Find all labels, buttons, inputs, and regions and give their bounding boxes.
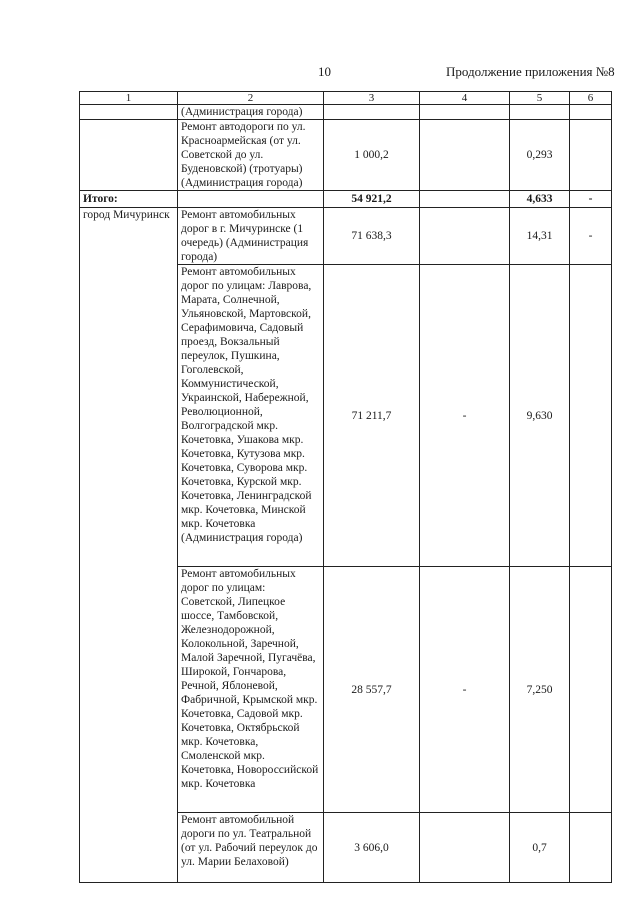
cell-length: 7,250 xyxy=(510,567,570,813)
total-label: Итого: xyxy=(80,191,178,208)
cell-amount xyxy=(324,105,420,120)
cell-municipality xyxy=(80,105,178,120)
table-row xyxy=(80,105,612,120)
cell-col6 xyxy=(570,813,612,883)
cell-col4 xyxy=(420,191,510,208)
appendix-continuation-caption: Продолжение приложения №8 xyxy=(446,64,615,79)
table-row xyxy=(80,120,612,191)
cell-col4 xyxy=(420,120,510,191)
cell-object: Ремонт автодороги по ул. Красноармейская (от ул. Советской до ул. Буденовской) (тротуары) (Администрация города) xyxy=(178,120,324,191)
cell-col6 xyxy=(570,567,612,813)
cell-object: (Администрация города) xyxy=(178,105,324,120)
cell-amount: 1 000,2 xyxy=(324,120,420,191)
cell-col6: - xyxy=(570,208,612,265)
cell-object: Ремонт автомобильной дороги по ул. Театральной (от ул. Рабочий переулок до ул. Марии Белаховой) xyxy=(178,813,324,883)
cell-object: Ремонт автомобильных дорог по улицам: Лаврова, Марата, Солнечной, Ульяновской, Мартовской, Серафимовича, Садовый проезд, Вокзальный переулок, Пушкина, Гоголевской, Коммунистической, Украинской, Набережной, Революционной, Волгоградской мкр. Кочетовка, Ушакова мкр. Кочетовка, Кутузова мкр. Кочетовка, Суворова мкр. Кочетовка, Курской мкр. Кочетовка, Ленинградской мкр. Кочетовка, Минской мкр. Кочетовка (Администрация города) xyxy=(178,265,324,567)
cell-col4: - xyxy=(420,567,510,813)
cell-length xyxy=(510,105,570,120)
cell-amount: 71 638,3 xyxy=(324,208,420,265)
cell-object: Ремонт автомобильных дорог по улицам: Советской, Липецкое шоссе, Тамбовской, Железнодорожной, Колокольной, Заречной, Малой Заречной, Пугачёва, Широкой, Гончарова, Речной, Яблоневой, Фабричной, Крымской мкр. Кочетовка, Садовой мкр. Кочетовка, Октябрьской мкр. Кочетовка, Смоленской мкр. Кочетовка, Новороссийской мкр. Кочетовка xyxy=(178,567,324,813)
cell-col4: - xyxy=(420,265,510,567)
cell-col6 xyxy=(570,265,612,567)
cell-length: 0,7 xyxy=(510,813,570,883)
cell-col4 xyxy=(420,105,510,120)
cell-length: 0,293 xyxy=(510,120,570,191)
cell-length: 14,31 xyxy=(510,208,570,265)
cell-municipality: город Мичуринск xyxy=(80,208,178,883)
cell-length: 9,630 xyxy=(510,265,570,567)
total-length: 4,633 xyxy=(510,191,570,208)
page-number: 10 xyxy=(318,64,331,79)
column-number-row xyxy=(80,92,612,105)
cell-amount: 71 211,7 xyxy=(324,265,420,567)
cell-col6 xyxy=(570,120,612,191)
col-number-4: 4 xyxy=(420,92,510,105)
cell-object xyxy=(178,191,324,208)
table-row xyxy=(80,208,612,265)
cell-municipality xyxy=(80,120,178,191)
col-number-1: 1 xyxy=(80,92,178,105)
cell-object: Ремонт автомобильных дорог в г. Мичуринске (1 очередь) (Администрация города) xyxy=(178,208,324,265)
cell-amount: 28 557,7 xyxy=(324,567,420,813)
total-row xyxy=(80,191,612,208)
total-amount: 54 921,2 xyxy=(324,191,420,208)
cell-col6 xyxy=(570,105,612,120)
cell-col4 xyxy=(420,813,510,883)
total-col6: - xyxy=(570,191,612,208)
col-number-3: 3 xyxy=(324,92,420,105)
cell-amount: 3 606,0 xyxy=(324,813,420,883)
appendix-table xyxy=(79,91,612,883)
col-number-5: 5 xyxy=(510,92,570,105)
cell-col4 xyxy=(420,208,510,265)
col-number-6: 6 xyxy=(570,92,612,105)
col-number-2: 2 xyxy=(178,92,324,105)
